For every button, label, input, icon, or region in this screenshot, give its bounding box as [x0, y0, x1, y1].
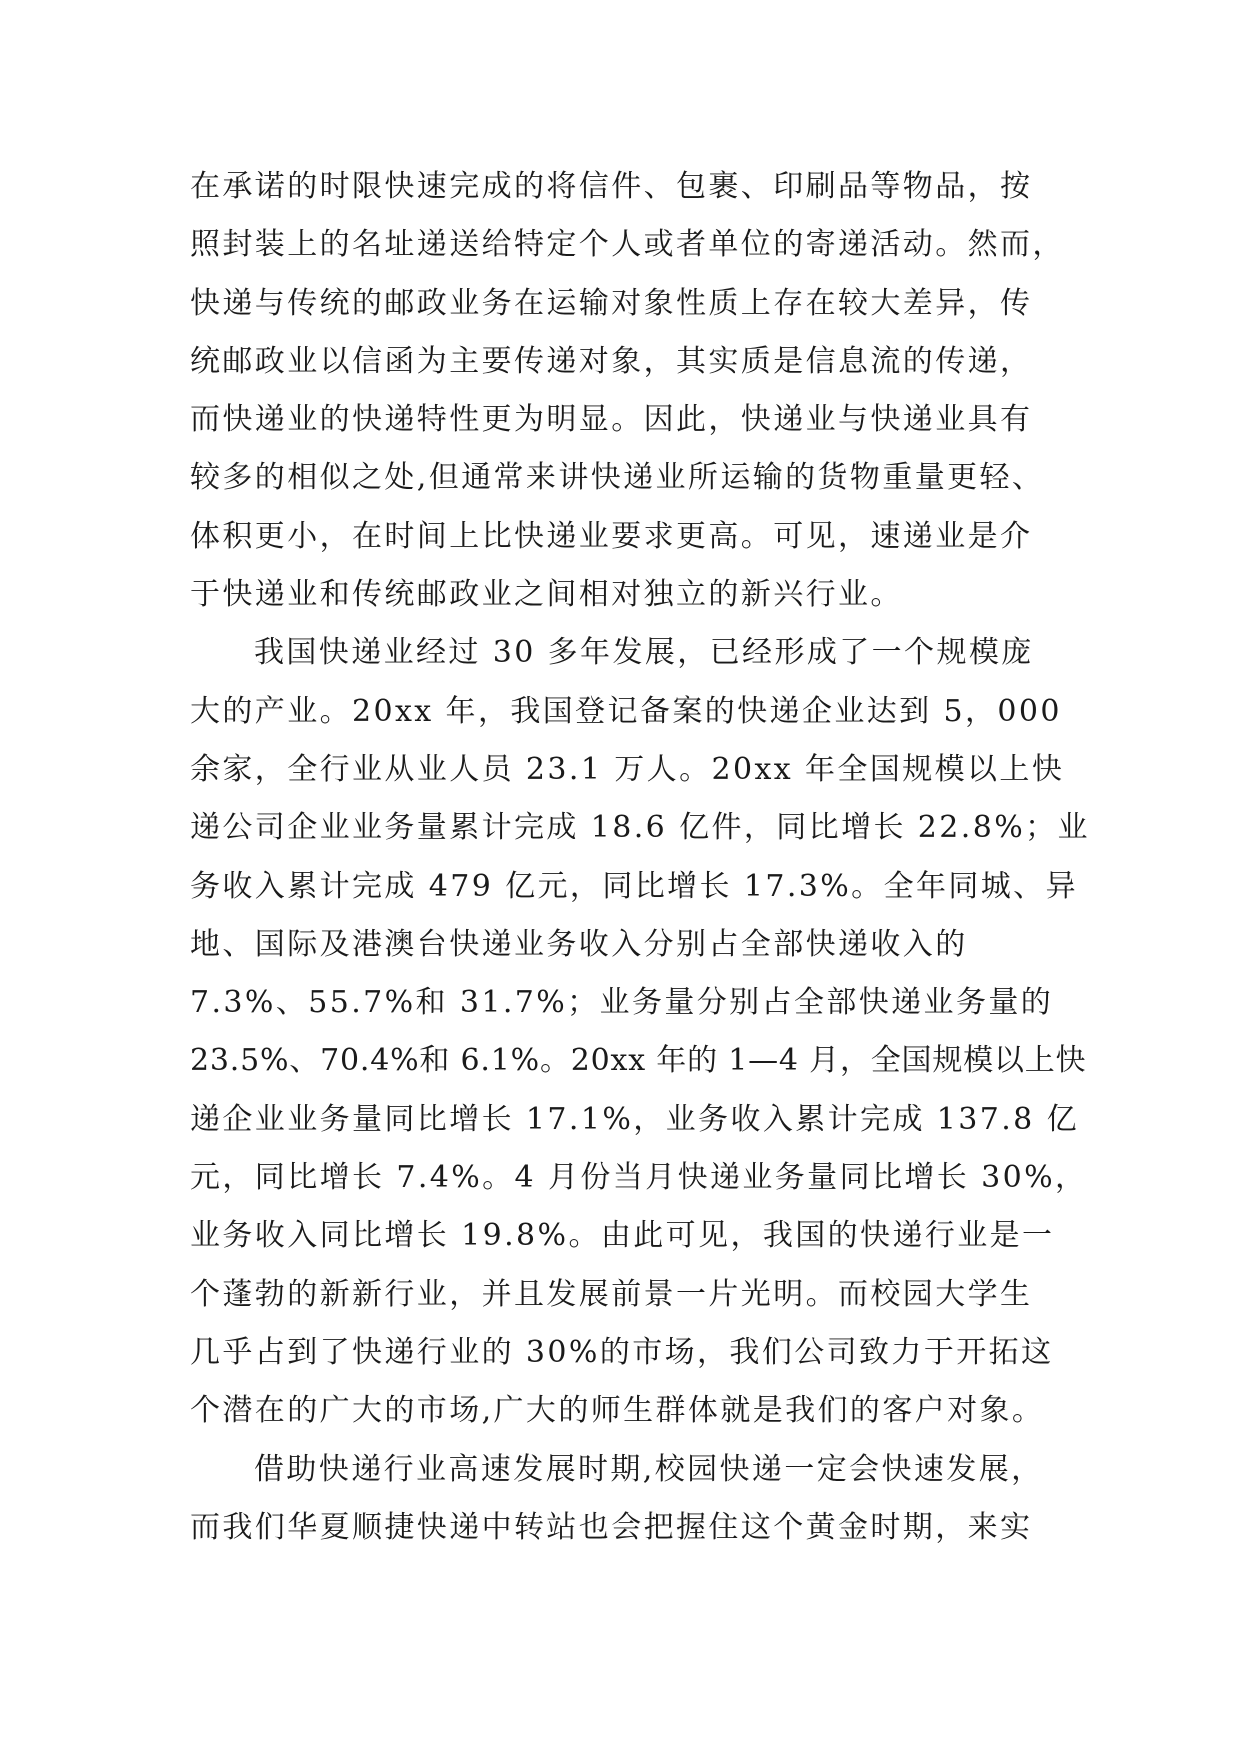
text-line: 几乎占到了快递行业的 30%的市场，我们公司致力于开拓这 [190, 1334, 1054, 1370]
text-line: 体积更小，在时间上比快递业要求更高。可见，速递业是介 [190, 518, 1033, 554]
text-line: 在承诺的时限快速完成的将信件、包裹、印刷品等物品，按 [190, 169, 1033, 204]
text-line: 元，同比增长 7.4%。4 月份当月快递业务量同比增长 30%， [190, 1160, 1088, 1196]
text-line: 较多的相似之处,但通常来讲快递业所运输的货物重量更轻、 [190, 460, 1045, 496]
text-line: 统邮政业以信函为主要传递对象，其实质是信息流的传递， [190, 343, 1033, 379]
text-line: 大的产业。20xx 年，我国登记备案的快递企业达到 5，000 [190, 693, 1062, 729]
paragraph-first-line: 我国快递业经过 30 多年发展，已经形成了一个规模庞 [254, 635, 1034, 671]
text-line: 务收入累计完成 479 亿元，同比增长 17.3%。全年同城、异 [190, 868, 1078, 904]
text-line: 地、国际及港澳台快递业务收入分别占全部快递收入的 [190, 926, 968, 962]
text-line: 快递与传统的邮政业务在运输对象性质上存在较大差异，传 [190, 285, 1033, 321]
text-line: 递公司企业业务量累计完成 18.6 亿件，同比增长 22.8%；业 [190, 810, 1090, 846]
text-line: 个蓬勃的新新行业，并且发展前景一片光明。而校园大学生 [190, 1276, 1033, 1312]
text-line: 23.5%、70.4%和 6.1%。20xx 年的 1—4 月，全国规模以上快 [190, 1043, 1087, 1079]
text-line: 7.3%、55.7%和 31.7%；业务量分别占全部快递业务量的 [190, 985, 1054, 1021]
body-text [190, 158, 1090, 1557]
paragraph-first-line: 借助快递行业高速发展时期,校园快递一定会快速发展， [254, 1451, 1044, 1487]
text-line: 而快递业的快递特性更为明显。因此，快递业与快递业具有 [190, 402, 1033, 438]
text-line: 于快递业和传统邮政业之间相对独立的新兴行业。 [190, 577, 903, 613]
text-line: 照封装上的名址递送给特定个人或者单位的寄递活动。然而， [190, 227, 1065, 263]
text-line: 业务收入同比增长 19.8%。由此可见，我国的快递行业是一 [190, 1218, 1055, 1254]
text-line: 而我们华夏顺捷快递中转站也会把握住这个黄金时期，来实 [190, 1509, 1033, 1545]
text-line: 递企业业务量同比增长 17.1%，业务收入累计完成 137.8 亿 [190, 1101, 1079, 1137]
text-line: 余家，全行业从业人员 23.1 万人。20xx 年全国规模以上快 [190, 751, 1065, 787]
text-line: 个潜在的广大的市场,广大的师生群体就是我们的客户对象。 [190, 1393, 1045, 1429]
